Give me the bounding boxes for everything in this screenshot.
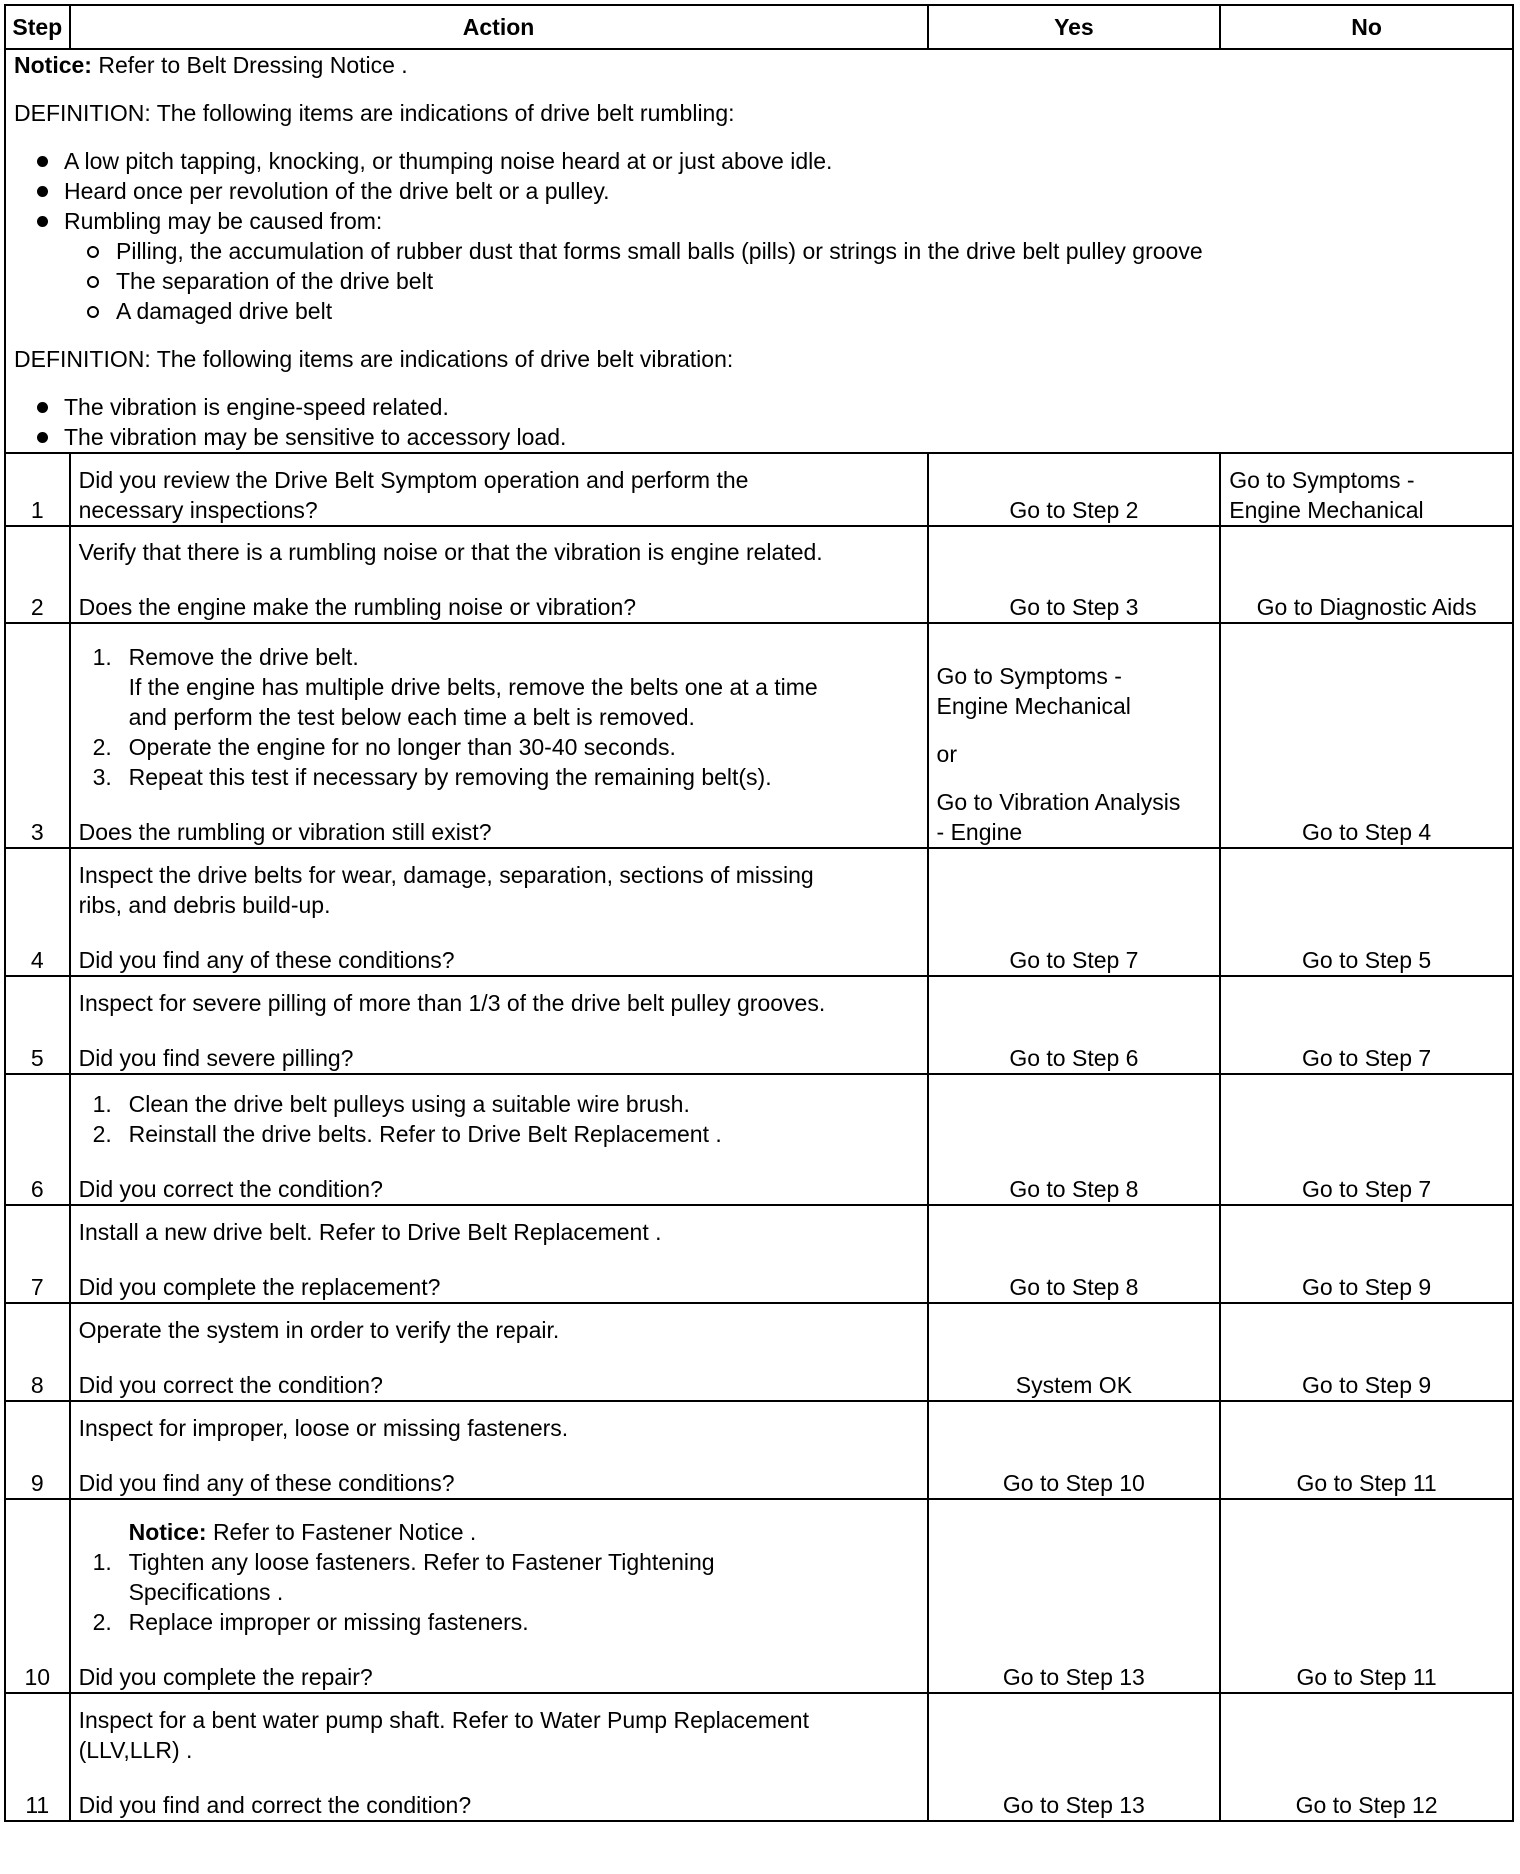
header-row	[5, 5, 1513, 49]
item-number: 2.	[92, 1121, 112, 1147]
step-question: Does the engine make the rumbling noise or vibration?	[78, 594, 637, 620]
step-row-4	[5, 848, 1513, 976]
action-line: Operate the engine for no longer than 30-40 seconds.	[128, 734, 676, 760]
step-yes	[928, 623, 1221, 848]
step-yes: Go to Step 8	[928, 1074, 1221, 1205]
step-question: Did you complete the replacement?	[78, 1274, 441, 1300]
step-action	[70, 1205, 928, 1303]
header-no: No	[1220, 5, 1513, 49]
sub-bullet-item: A damaged drive belt	[14, 296, 1504, 326]
notice-label: Notice:	[128, 1519, 207, 1545]
step-row-10	[5, 1499, 1513, 1693]
step-question: Did you correct the condition?	[78, 1176, 383, 1202]
action-line: ribs, and debris build-up.	[78, 892, 331, 918]
definition-vibration: DEFINITION: The following items are indications of drive belt vibration:	[14, 346, 734, 372]
numbered-item	[79, 1547, 919, 1607]
action-line: and perform the test below each time a belt is removed.	[128, 704, 695, 730]
step-row-9	[5, 1401, 1513, 1499]
action-line: Reinstall the drive belts. Refer to Drive Belt Replacement .	[128, 1121, 722, 1147]
item-number: 3.	[92, 764, 112, 790]
action-line: Remove the drive belt.	[128, 644, 359, 670]
step-action	[70, 976, 928, 1074]
step-no: Go to Step 9	[1220, 1205, 1513, 1303]
numbered-item	[79, 1119, 919, 1149]
step-question: Did you find any of these conditions?	[78, 1470, 455, 1496]
intro-cell	[5, 49, 1513, 453]
step-number: 1	[5, 453, 70, 526]
numbered-item	[79, 762, 919, 792]
action-line: Tighten any loose fasteners. Refer to Fastener Tightening	[128, 1549, 715, 1575]
yes-line: Go to Symptoms -	[936, 663, 1122, 689]
step-question: Did you find severe pilling?	[78, 1045, 354, 1071]
bullet-item: The vibration is engine-speed related.	[14, 392, 1504, 422]
action-line: Repeat this test if necessary by removing the remaining belt(s).	[128, 764, 772, 790]
item-number: 1.	[92, 1091, 112, 1117]
step-action	[70, 453, 928, 526]
numbered-item	[79, 1089, 919, 1119]
step-number: 10	[5, 1499, 70, 1693]
step-row-5	[5, 976, 1513, 1074]
step-number: 9	[5, 1401, 70, 1499]
step-yes: Go to Step 10	[928, 1401, 1221, 1499]
step-no	[1220, 453, 1513, 526]
action-line: If the engine has multiple drive belts, remove the belts one at a time	[128, 674, 818, 700]
step-number: 5	[5, 976, 70, 1074]
step-no: Go to Step 9	[1220, 1303, 1513, 1401]
step-number: 3	[5, 623, 70, 848]
step-action	[70, 1074, 928, 1205]
action-line: Specifications .	[128, 1579, 284, 1605]
step-number: 2	[5, 526, 70, 623]
no-line: Go to Symptoms -	[1229, 467, 1415, 493]
intro-notice	[14, 50, 1504, 80]
numbered-item	[79, 732, 919, 762]
step-action	[70, 1401, 928, 1499]
action-line: Clean the drive belt pulleys using a suitable wire brush.	[128, 1091, 690, 1117]
item-number: 1.	[92, 644, 112, 670]
item-number: 2.	[92, 734, 112, 760]
notice-text: Refer to Fastener Notice .	[212, 1519, 477, 1545]
step-action	[70, 623, 928, 848]
step-no: Go to Diagnostic Aids	[1220, 526, 1513, 623]
step-yes: Go to Step 13	[928, 1693, 1221, 1821]
header-action: Action	[70, 5, 928, 49]
step-no: Go to Step 5	[1220, 848, 1513, 976]
definition-rumbling: DEFINITION: The following items are indications of drive belt rumbling:	[14, 100, 735, 126]
bullet-item: The vibration may be sensitive to accessory load.	[14, 422, 1504, 452]
step-question: Did you complete the repair?	[78, 1664, 373, 1690]
step-number: 8	[5, 1303, 70, 1401]
step-row-8	[5, 1303, 1513, 1401]
step-question: Did you find any of these conditions?	[78, 947, 455, 973]
numbered-item	[79, 1607, 919, 1637]
action-line: Did you review the Drive Belt Symptom operation and perform the	[78, 467, 749, 493]
step-no: Go to Step 11	[1220, 1401, 1513, 1499]
step-no: Go to Step 11	[1220, 1499, 1513, 1693]
action-line: Inspect for improper, loose or missing fasteners.	[78, 1415, 569, 1441]
step-row-1	[5, 453, 1513, 526]
step-yes: Go to Step 7	[928, 848, 1221, 976]
action-line: (LLV,LLR) .	[78, 1737, 193, 1763]
item-number: 2.	[92, 1609, 112, 1635]
bullet-item: Heard once per revolution of the drive belt or a pulley.	[14, 176, 1504, 206]
step-yes: Go to Step 3	[928, 526, 1221, 623]
step-row-6	[5, 1074, 1513, 1205]
action-line: Verify that there is a rumbling noise or that the vibration is engine related.	[78, 539, 823, 565]
step-number: 4	[5, 848, 70, 976]
step-action	[70, 1303, 928, 1401]
step-row-11	[5, 1693, 1513, 1821]
step-no: Go to Step 4	[1220, 623, 1513, 848]
step-row-7	[5, 1205, 1513, 1303]
header-yes: Yes	[928, 5, 1221, 49]
sub-bullet-item: The separation of the drive belt	[14, 266, 1504, 296]
step-action	[70, 848, 928, 976]
bullet-item: A low pitch tapping, knocking, or thumping noise heard at or just above idle.	[14, 146, 1504, 176]
step-action	[70, 526, 928, 623]
step-row-2	[5, 526, 1513, 623]
step-question: Did you correct the condition?	[78, 1372, 383, 1398]
yes-line: Go to Vibration Analysis	[936, 789, 1181, 815]
yes-line: or	[936, 741, 957, 767]
step-yes: Go to Step 13	[928, 1499, 1221, 1693]
action-line: Operate the system in order to verify the repair.	[78, 1317, 560, 1343]
no-line: Engine Mechanical	[1229, 497, 1424, 523]
step-no: Go to Step 7	[1220, 1074, 1513, 1205]
bullet-item: Rumbling may be caused from:	[14, 206, 1504, 236]
sub-bullet-item: Pilling, the accumulation of rubber dust that forms small balls (pills) or strings in the drive belt pulley groove	[14, 236, 1504, 266]
notice-text: Refer to Belt Dressing Notice .	[98, 52, 408, 78]
action-line: Inspect for a bent water pump shaft. Refer to Water Pump Replacement	[78, 1707, 809, 1733]
yes-line: - Engine	[936, 819, 1023, 845]
step-row-3	[5, 623, 1513, 848]
header-step: Step	[5, 5, 70, 49]
step-yes: Go to Step 2	[928, 453, 1221, 526]
step-action	[70, 1693, 928, 1821]
step-number: 11	[5, 1693, 70, 1821]
notice-label: Notice:	[14, 52, 92, 78]
step-action	[70, 1499, 928, 1693]
yes-line: Engine Mechanical	[936, 693, 1131, 719]
step-no: Go to Step 7	[1220, 976, 1513, 1074]
step-number: 7	[5, 1205, 70, 1303]
action-line: Inspect for severe pilling of more than 1/3 of the drive belt pulley grooves.	[78, 990, 826, 1016]
step-yes: Go to Step 6	[928, 976, 1221, 1074]
step-question: Does the rumbling or vibration still exist?	[78, 819, 492, 845]
step-no: Go to Step 12	[1220, 1693, 1513, 1821]
step-yes: System OK	[928, 1303, 1221, 1401]
action-line: Inspect the drive belts for wear, damage, separation, sections of missing	[78, 862, 814, 888]
action-line: Replace improper or missing fasteners.	[128, 1609, 529, 1635]
step-question: Did you find and correct the condition?	[78, 1792, 472, 1818]
step-yes: Go to Step 8	[928, 1205, 1221, 1303]
step-notice	[79, 1517, 919, 1547]
numbered-item	[79, 642, 919, 732]
action-line: Install a new drive belt. Refer to Drive Belt Replacement .	[78, 1219, 662, 1245]
intro-row	[5, 49, 1513, 453]
diagnostic-table	[4, 4, 1514, 1822]
item-number: 1.	[92, 1549, 112, 1575]
action-line: necessary inspections?	[78, 497, 318, 523]
step-number: 6	[5, 1074, 70, 1205]
